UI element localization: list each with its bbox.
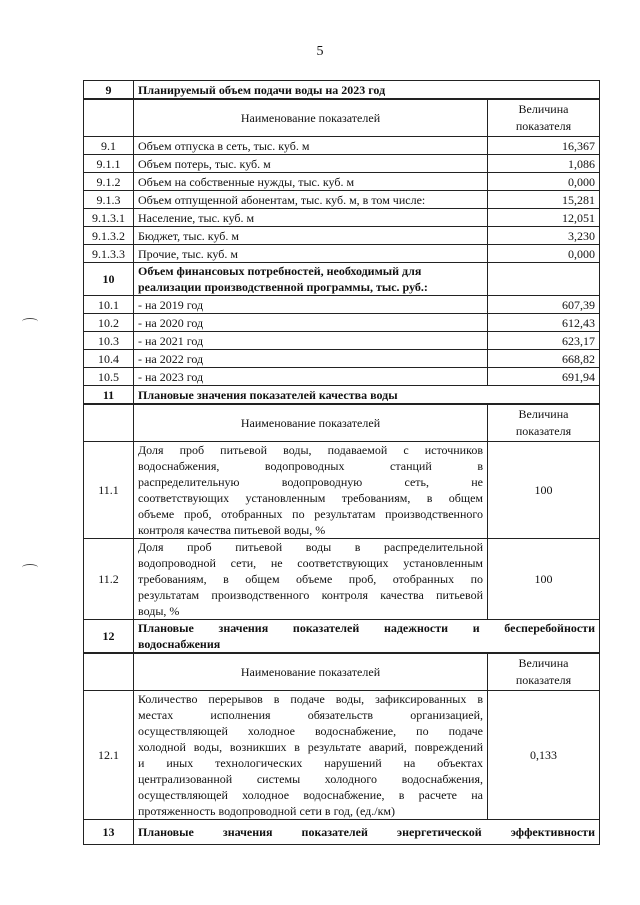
table-row: 9.1.3.2 Бюджет, тыс. куб. м 3,230 [84, 227, 600, 245]
section-title: Плановые значения показателей качества воды [134, 386, 600, 405]
section-11-header [84, 386, 600, 405]
section-number: 9 [84, 81, 134, 100]
table-row: 11.1 Доля проб питьевой воды, подаваемой с источников водоснабжения, водопроводных станций в распределительную водопроводную сеть, не соответствующих установленным требованиям, в общем объеме проб, отобранных по результатам производственного контроля качества питьевой воды, % 100 [84, 442, 600, 539]
table-row: 9.1.3.1 Население, тыс. куб. м 12,051 [84, 209, 600, 227]
section-10-header [84, 263, 600, 296]
section-13-header [84, 820, 600, 845]
section-9-header [84, 81, 600, 100]
section-number: 11 [84, 386, 134, 405]
indicator-text: Доля проб питьевой воды, подаваемой с источников водоснабжения, водопроводных станций в распределительную водопроводную сеть, не соответствующих установленным требованиям, в общем объеме проб, отобранных по результатам производственного контроля качества питьевой воды, % [134, 442, 488, 539]
indicator-text: Количество перерывов в подаче воды, зафиксированных в местах исполнения обязательств организацией, осуществляющей холодное водоснабжение, по подаче холодной воды, возникших в результате аварий, повреждений и иных технологических нарушений на объектах централизованной системы холодного водоснабжения, осуществляющей холодное водоснабжение, в расчете на протяженность водопроводной сети в год, (ед./км) [134, 691, 488, 820]
column-header-name: Наименование показателей [134, 404, 488, 442]
table-row: 10.3 - на 2021 год 623,17 [84, 332, 600, 350]
indicators-table [83, 80, 600, 845]
table-row: 9.1.3 Объем отпущенной абонентам, тыс. куб. м, в том числе: 15,281 [84, 191, 600, 209]
section-12-header [84, 620, 600, 654]
table-row: 9.1.2 Объем на собственные нужды, тыс. куб. м 0,000 [84, 173, 600, 191]
table-row: 10.1 - на 2019 год 607,39 [84, 296, 600, 314]
column-header-value: Величина показателя [488, 99, 600, 137]
column-header-row [84, 653, 600, 691]
table-row: 9.1 Объем отпуска в сеть, тыс. куб. м 16,367 [84, 137, 600, 155]
table-row: 11.2 Доля проб питьевой воды в распределительной водопроводной сети, не соответствующих установленным требованиям, в общем объеме проб, отобранных по результатам производственного контроля качества питьевой воды, % 100 [84, 539, 600, 620]
margin-mark [22, 318, 38, 325]
margin-mark [22, 564, 38, 571]
column-header-name: Наименование показателей [134, 653, 488, 691]
section-number: 12 [84, 620, 134, 654]
table-row: 12.1 Количество перерывов в подаче воды, зафиксированных в местах исполнения обязательств организацией, осуществляющей холодное водоснабжение, по подаче холодной воды, возникших в результате аварий, повреждений и иных технологических нарушений на объектах централизованной системы холодного водоснабжения, осуществляющей холодное водоснабжение, в расчете на протяженность водопроводной сети в год, (ед./км) 0,133 [84, 691, 600, 820]
table-row: 10.5 - на 2023 год 691,94 [84, 368, 600, 386]
table-row: 9.1.1 Объем потерь, тыс. куб. м 1,086 [84, 155, 600, 173]
section-number: 13 [84, 820, 134, 845]
section-title: Плановые значения показателей надежности и бесперебойности водоснабжения [134, 620, 600, 654]
section-title: Планируемый объем подачи воды на 2023 год [134, 81, 600, 100]
column-header-row [84, 404, 600, 442]
column-header-value: Величина показателя [488, 653, 600, 691]
section-number: 10 [84, 263, 134, 296]
table-row: 10.2 - на 2020 год 612,43 [84, 314, 600, 332]
column-header-name: Наименование показателей [134, 99, 488, 137]
indicator-text: Доля проб питьевой воды в распределительной водопроводной сети, не соответствующих установленным требованиям, в общем объеме проб, отобранных по результатам производственного контроля качества питьевой воды, % [134, 539, 488, 620]
section-title: Объем финансовых потребностей, необходимый для реализации производственной программы, тыс. руб.: [134, 263, 488, 296]
table-row: 9.1.3.3 Прочие, тыс. куб. м 0,000 [84, 245, 600, 263]
table-row: 10.4 - на 2022 год 668,82 [84, 350, 600, 368]
section-title: Плановые значения показателей энергетической эффективности [134, 820, 600, 845]
column-header-value: Величина показателя [488, 404, 600, 442]
page-number: 5 [316, 44, 324, 59]
column-header-row [84, 99, 600, 137]
